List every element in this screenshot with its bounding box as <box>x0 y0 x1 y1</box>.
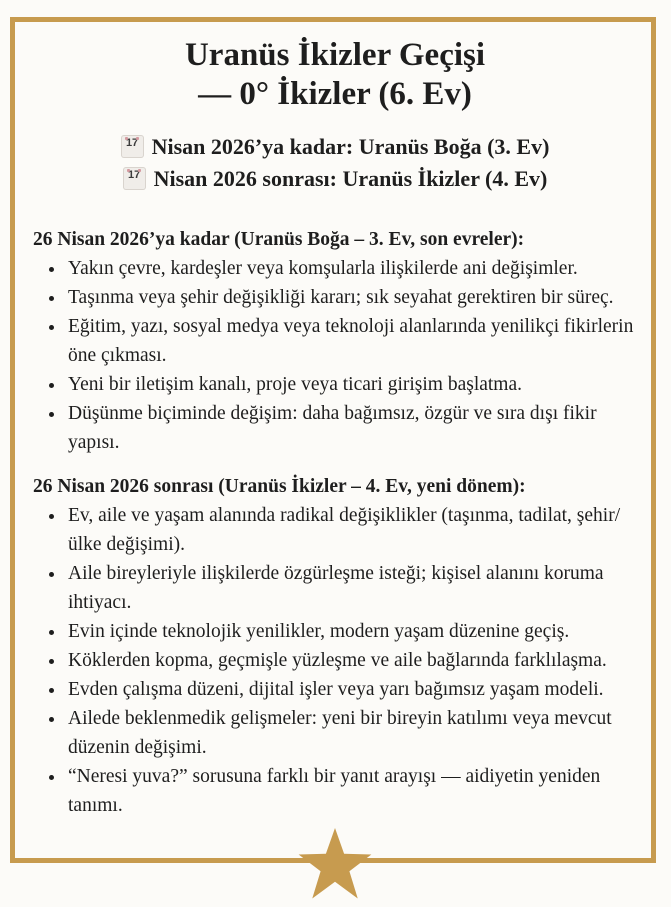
bullet-list <box>33 501 637 820</box>
bullet-item: • Evden çalışma düzeni, dijital işler veya yarı bağımsız yaşam modeli. <box>66 675 637 704</box>
bullet-item: • Aile bireyleriyle ilişkilerde özgürleşme isteği; kişisel alanını koruma ihtiyacı. <box>66 559 637 617</box>
document-content <box>15 22 651 858</box>
calendar-icon: 17 <box>121 135 144 158</box>
section-after-april <box>33 472 637 820</box>
star-icon <box>297 828 373 900</box>
calendar-line-text: Nisan 2026’ya kadar: Uranüs Boğa (3. Ev) <box>151 134 550 159</box>
bullet-item: • Düşünme biçiminde değişim: daha bağımsız, özgür ve sıra dışı fikir yapısı. <box>66 399 637 457</box>
bullet-item: • Ailede beklenmedik gelişmeler: yeni bir bireyin katılımı veya mevcut düzenin değişimi. <box>66 704 637 762</box>
bullet-item: • Evin içinde teknolojik yenilikler, modern yaşam düzenine geçiş. <box>66 617 637 646</box>
section-before-april <box>33 225 637 457</box>
bullet-item: • Eğitim, yazı, sosyal medya veya teknoloji alanlarında yenilikçi fikirlerin öne çıkması. <box>66 312 637 370</box>
title-line-2: — 0° İkizler (6. Ev) <box>198 76 472 112</box>
bullet-item: • Köklerden kopma, geçmişle yüzleşme ve aile bağlarında farklılaşma. <box>66 646 637 675</box>
calendar-line <box>33 163 637 195</box>
calendar-block <box>33 131 637 195</box>
bullet-item: • Yeni bir iletişim kanalı, proje veya ticari girişim başlatma. <box>66 370 637 399</box>
calendar-icon: 17 <box>123 167 146 190</box>
calendar-line <box>33 131 637 163</box>
title-line-1: Uranüs İkizler Geçişi <box>184 37 486 73</box>
page-title <box>33 36 637 114</box>
calendar-line-text: Nisan 2026 sonrası: Uranüs İkizler (4. Ev) <box>153 166 548 191</box>
bullet-item: • Taşınma veya şehir değişikliği kararı; sık seyahat gerektiren bir süreç. <box>66 283 637 312</box>
bullet-list <box>33 254 637 457</box>
bullet-item: • Yakın çevre, kardeşler veya komşularla ilişkilerde ani değişimler. <box>66 254 637 283</box>
section-heading: 26 Nisan 2026’ya kadar (Uranüs Boğa – 3. Ev, son evreler): <box>33 229 525 250</box>
section-heading: 26 Nisan 2026 sonrası (Uranüs İkizler – 4. Ev, yeni dönem): <box>33 476 526 497</box>
bullet-item: • “Neresi yuva?” sorusuna farklı bir yanıt arayışı — aidiyetin yeniden tanımı. <box>66 762 637 820</box>
bullet-item: • Ev, aile ve yaşam alanında radikal değişiklikler (taşınma, tadilat, şehir/ ülke değişimi). <box>66 501 637 559</box>
